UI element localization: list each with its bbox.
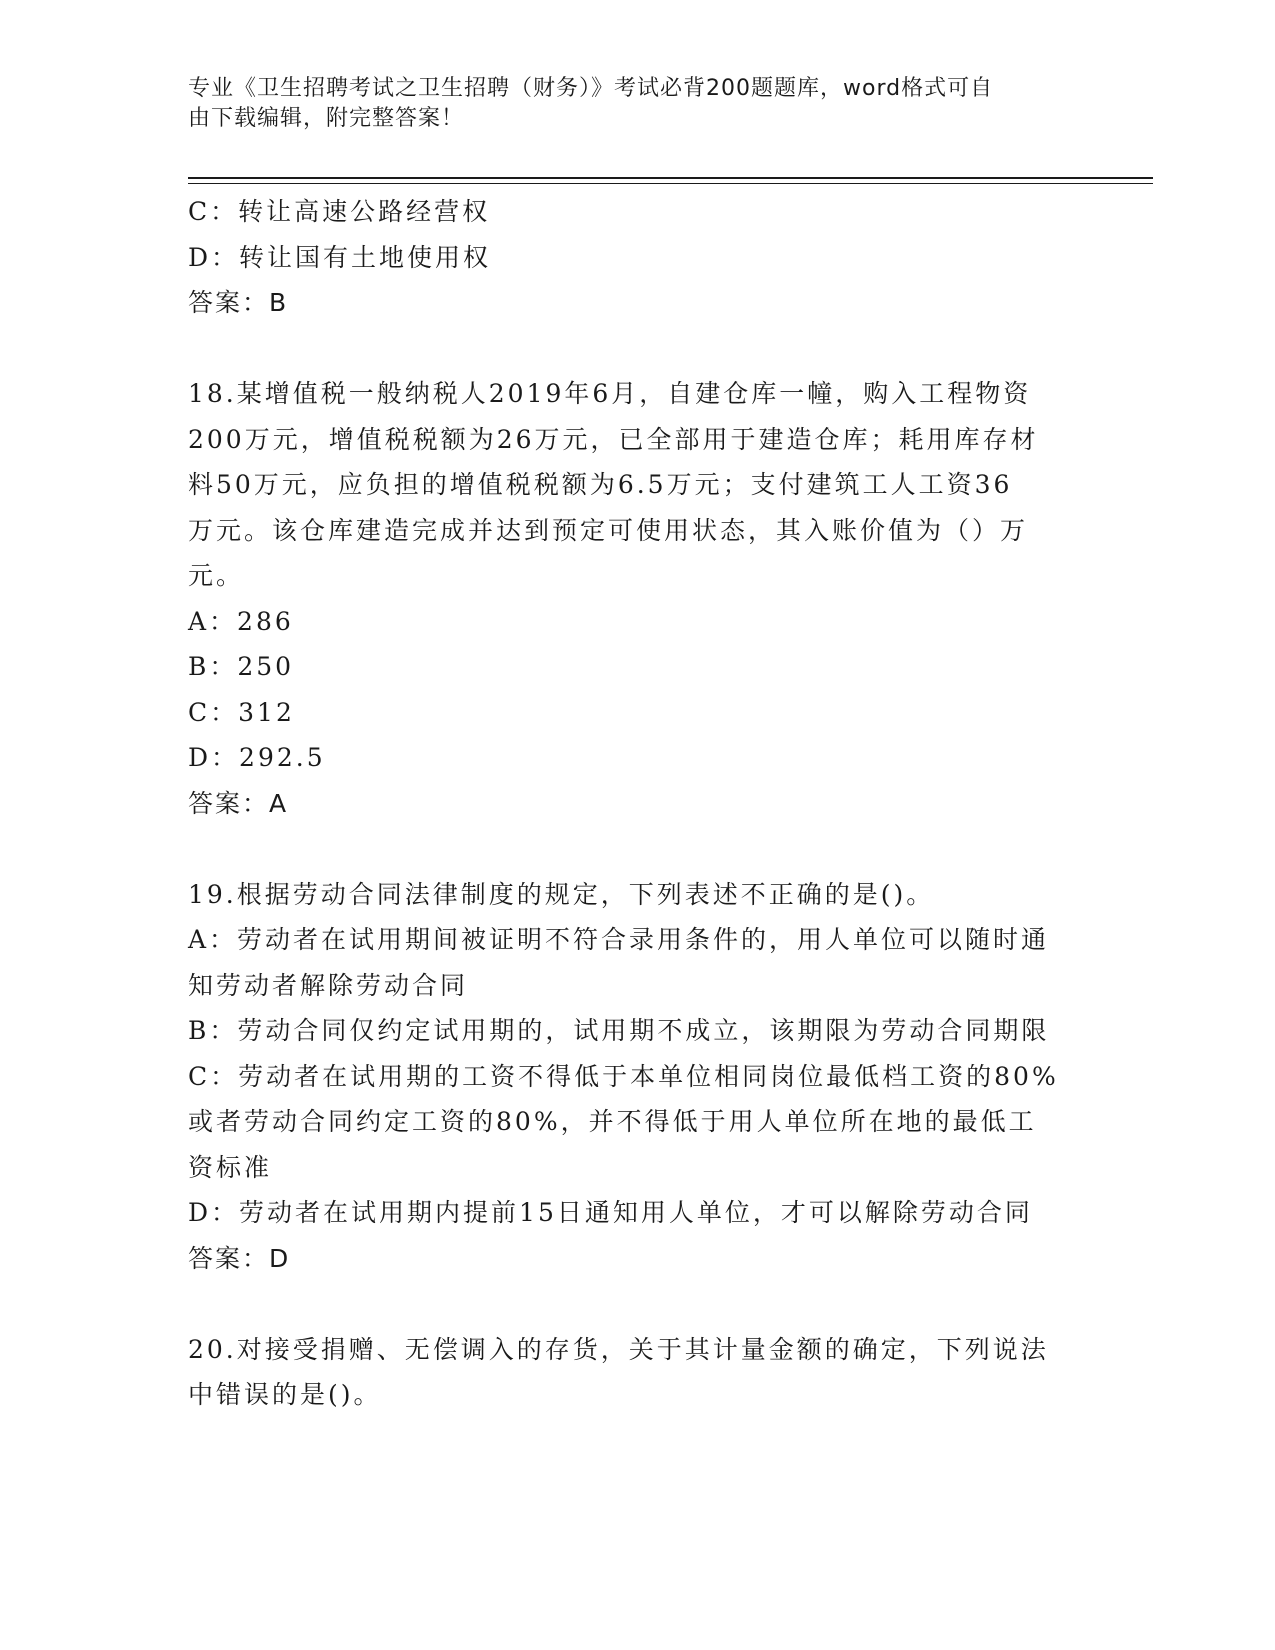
option-d: D：292.5 xyxy=(188,743,326,772)
option-d: D：劳动者在试用期内提前15日通知用人单位，才可以解除劳动合同 xyxy=(188,1198,1033,1227)
option-a: A：286 xyxy=(188,606,294,636)
question-stem-line: 料50万元，应负担的增值税税额为6.5万元；支付建筑工人工资36 xyxy=(188,470,1013,499)
question-list xyxy=(188,189,1088,1418)
question-stem-line: 200万元，增值税税额为26万元，已全部用于建造仓库；耗用库存材 xyxy=(188,424,1039,454)
spacer xyxy=(188,1281,1088,1327)
spacer xyxy=(188,826,1088,872)
option-c: C：312 xyxy=(188,697,295,727)
question-stem-line: 中错误的是()。 xyxy=(188,1380,382,1409)
header-divider-thick xyxy=(188,177,1153,179)
option-d: D：转让国有土地使用权 xyxy=(188,242,492,272)
option-c-line: 资标准 xyxy=(188,1152,273,1182)
question-stem-line: 万元。该仓库建造完成并达到预定可使用状态，其入账价值为（）万 xyxy=(188,515,1029,545)
option-c-line: C：劳动者在试用期的工资不得低于本单位相同岗位最低档工资的80% xyxy=(188,1061,1059,1091)
question-19 xyxy=(188,872,1088,1282)
header-line-2: 由下载编辑，附完整答案！ xyxy=(188,106,465,131)
option-b: B：250 xyxy=(188,652,295,681)
header-divider-thin xyxy=(188,183,1153,184)
option-a-line: A：劳动者在试用期间被证明不符合录用条件的，用人单位可以随时通 xyxy=(188,925,1050,954)
question-17-tail xyxy=(188,189,1088,326)
question-stem-line: 20.对接受捐赠、无偿调入的存货，关于其计量金额的确定，下列说法 xyxy=(188,1334,1049,1364)
question-18 xyxy=(188,371,1088,826)
question-20 xyxy=(188,1327,1088,1418)
answer-line: 答案：D xyxy=(188,1243,291,1273)
question-stem: 19.根据劳动合同法律制度的规定，下列表述不正确的是()。 xyxy=(188,879,935,909)
question-stem-line: 元。 xyxy=(188,561,245,590)
page-header xyxy=(188,74,1068,134)
option-c: C：转让高速公路经营权 xyxy=(188,197,491,226)
header-line-1: 专业《卫生招聘考试之卫生招聘（财务）》考试必背200题题库，word格式可自 xyxy=(188,76,994,101)
option-a-line: 知劳动者解除劳动合同 xyxy=(188,970,469,1000)
option-b: B：劳动合同仅约定试用期的，试用期不成立，该期限为劳动合同期限 xyxy=(188,1016,1050,1045)
answer-line: 答案：B xyxy=(188,288,289,317)
spacer xyxy=(188,326,1088,372)
option-c-line: 或者劳动合同约定工资的80%，并不得低于用人单位所在地的最低工 xyxy=(188,1107,1037,1136)
question-stem-line: 18.某增值税一般纳税人2019年6月，自建仓库一幢，购入工程物资 xyxy=(188,379,1032,408)
answer-line: 答案：A xyxy=(188,788,289,818)
